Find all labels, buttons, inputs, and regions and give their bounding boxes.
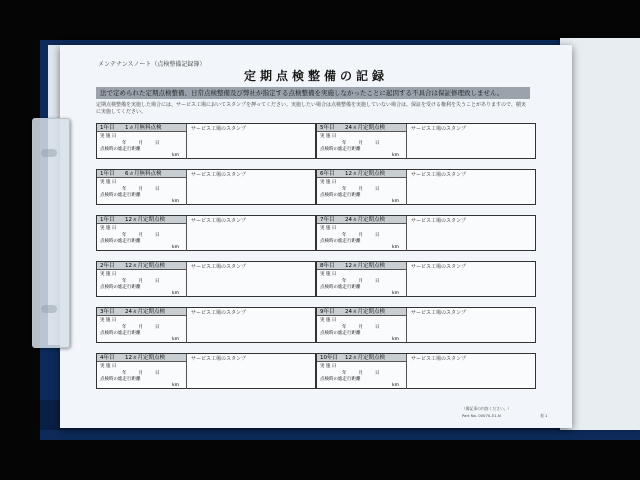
date-units: 年月日	[122, 371, 172, 376]
record-year: 9年目	[320, 309, 335, 315]
inspection-record-page	[60, 45, 572, 428]
record-inspection-type: 24ヵ月定期点検	[345, 309, 385, 315]
stamp-area-label: サービス工場のスタンプ	[411, 310, 467, 316]
date-label: 実 施 日	[100, 272, 117, 277]
date-units: 年月日	[122, 141, 172, 146]
next-page-edge	[560, 38, 640, 430]
date-units: 年月日	[342, 233, 392, 238]
date-label: 実 施 日	[320, 134, 337, 139]
stamp-area-label: サービス工場のスタンプ	[191, 126, 247, 132]
odometer-label: 点検時の総走行距離	[320, 331, 361, 336]
record-details	[317, 224, 407, 251]
inspection-record	[316, 169, 536, 205]
record-inspection-type: 12ヵ月定期点検	[345, 263, 385, 269]
km-unit: km	[392, 383, 399, 388]
record-details	[97, 224, 187, 251]
inspection-record	[96, 123, 316, 159]
record-header	[317, 124, 407, 132]
date-units: 年月日	[342, 371, 392, 376]
record-inspection-type: 6ヵ月無料点検	[125, 171, 162, 177]
km-unit: km	[172, 245, 179, 250]
record-details	[317, 316, 407, 343]
record-header	[97, 170, 187, 178]
binder-clip	[32, 118, 70, 348]
odometer-label: 点検時の総走行距離	[100, 193, 141, 198]
record-year: 8年目	[320, 263, 335, 269]
footer-note: （備記事の内容ください。）	[462, 406, 512, 411]
stamp-area-label: サービス工場のスタンプ	[191, 172, 247, 178]
km-unit: km	[172, 291, 179, 296]
km-unit: km	[392, 245, 399, 250]
date-label: 実 施 日	[100, 318, 117, 323]
inspection-record	[96, 307, 316, 343]
clip-hole	[41, 149, 57, 157]
date-units: 年月日	[122, 233, 172, 238]
inspection-record	[316, 215, 536, 251]
km-unit: km	[392, 337, 399, 342]
record-year: 1年目	[100, 217, 115, 223]
notebook-label: メンテナンスノート（点検整備記録簿）	[98, 61, 206, 68]
stamp-area-label: サービス工場のスタンプ	[411, 356, 467, 362]
record-inspection-type: 1ヵ月無料点検	[125, 125, 162, 131]
record-inspection-type: 12ヵ月定期点検	[125, 263, 165, 269]
km-unit: km	[392, 199, 399, 204]
record-inspection-type: 24ヵ月定期点検	[345, 125, 385, 131]
record-year: 7年目	[320, 217, 335, 223]
stamp-area-label: サービス工場のスタンプ	[411, 218, 467, 224]
record-details	[97, 362, 187, 389]
record-year: 2年目	[100, 263, 115, 269]
date-label: 実 施 日	[320, 364, 337, 369]
inspection-record	[96, 169, 316, 205]
record-inspection-type: 12ヵ月定期点検	[125, 217, 165, 223]
inspection-record	[316, 307, 536, 343]
stamp-area-label: サービス工場のスタンプ	[191, 218, 247, 224]
record-header	[317, 308, 407, 316]
clip-hole	[41, 305, 57, 313]
part-number: Part No. 00070-51-N	[462, 413, 501, 418]
record-year: 5年目	[320, 125, 335, 131]
record-details	[317, 132, 407, 159]
stamp-area-label: サービス工場のスタンプ	[411, 126, 467, 132]
record-details	[317, 270, 407, 297]
record-details	[97, 270, 187, 297]
date-units: 年月日	[342, 187, 392, 192]
stamp-area-label: サービス工場のスタンプ	[191, 310, 247, 316]
odometer-label: 点検時の総走行距離	[320, 285, 361, 290]
record-details	[97, 178, 187, 205]
record-year: 1年目	[100, 125, 115, 131]
record-inspection-type: 24ヵ月定期点検	[125, 309, 165, 315]
date-label: 実 施 日	[320, 226, 337, 231]
km-unit: km	[172, 383, 179, 388]
inspection-record	[316, 261, 536, 297]
date-units: 年月日	[342, 141, 392, 146]
odometer-label: 点検時の総走行距離	[320, 193, 361, 198]
date-units: 年月日	[122, 187, 172, 192]
date-label: 実 施 日	[100, 134, 117, 139]
record-header	[317, 216, 407, 224]
record-header	[97, 308, 187, 316]
date-label: 実 施 日	[100, 364, 117, 369]
stamp-area-label: サービス工場のスタンプ	[411, 172, 467, 178]
record-details	[317, 178, 407, 205]
odometer-label: 点検時の総走行距離	[320, 377, 361, 382]
record-inspection-type: 12ヵ月定期点検	[345, 355, 385, 361]
record-header	[97, 262, 187, 270]
record-inspection-type: 24ヵ月定期点検	[345, 217, 385, 223]
record-year: 3年目	[100, 309, 115, 315]
record-header	[317, 354, 407, 362]
record-header	[97, 124, 187, 132]
record-details	[97, 132, 187, 159]
inspection-record	[96, 261, 316, 297]
record-year: 6年目	[320, 171, 335, 177]
record-details	[97, 316, 187, 343]
record-inspection-type: 12ヵ月定期点検	[125, 355, 165, 361]
odometer-label: 点検時の総走行距離	[100, 239, 141, 244]
page-number: 表 1	[540, 413, 548, 418]
record-year: 10年目	[320, 355, 338, 361]
record-year: 4年目	[100, 355, 115, 361]
odometer-label: 点検時の総走行距離	[100, 147, 141, 152]
date-label: 実 施 日	[100, 226, 117, 231]
date-units: 年月日	[342, 325, 392, 330]
stamp-area-label: サービス工場のスタンプ	[191, 264, 247, 270]
record-header	[97, 354, 187, 362]
date-units: 年月日	[122, 325, 172, 330]
instruction-note: 定期点検整備を実施した場合には、サービス工場においてスタンプを押ってください。実施したい場合は点検整備を実施していない場合は、保証を受ける権利を失うことがありますので、積実に実施してください。	[96, 102, 526, 115]
date-units: 年月日	[122, 279, 172, 284]
stamp-area-label: サービス工場のスタンプ	[191, 356, 247, 362]
odometer-label: 点検時の総走行距離	[320, 239, 361, 244]
date-label: 実 施 日	[320, 272, 337, 277]
km-unit: km	[172, 337, 179, 342]
inspection-record	[96, 215, 316, 251]
odometer-label: 点検時の総走行距離	[320, 147, 361, 152]
record-header	[97, 216, 187, 224]
odometer-label: 点検時の総走行距離	[100, 331, 141, 336]
record-year: 1年目	[100, 171, 115, 177]
stamp-area-label: サービス工場のスタンプ	[411, 264, 467, 270]
inspection-record	[96, 353, 316, 389]
km-unit: km	[172, 153, 179, 158]
page-title: 定期点検整備の記録	[243, 69, 388, 83]
km-unit: km	[392, 153, 399, 158]
km-unit: km	[392, 291, 399, 296]
date-label: 実 施 日	[320, 180, 337, 185]
odometer-label: 点検時の総走行距離	[100, 285, 141, 290]
date-label: 実 施 日	[100, 180, 117, 185]
date-label: 実 施 日	[320, 318, 337, 323]
inspection-record	[316, 353, 536, 389]
record-header	[317, 262, 407, 270]
odometer-label: 点検時の総走行距離	[100, 377, 141, 382]
date-units: 年月日	[342, 279, 392, 284]
inspection-record	[316, 123, 536, 159]
km-unit: km	[172, 199, 179, 204]
record-inspection-type: 12ヵ月定期点検	[345, 171, 385, 177]
record-details	[317, 362, 407, 389]
record-header	[317, 170, 407, 178]
warranty-banner: 法で定められた定期点検整備、日常点検整備及び弊社が指定する点検整備を実施しなかったことに起因する不具合は保証修理致しません。	[96, 87, 530, 99]
